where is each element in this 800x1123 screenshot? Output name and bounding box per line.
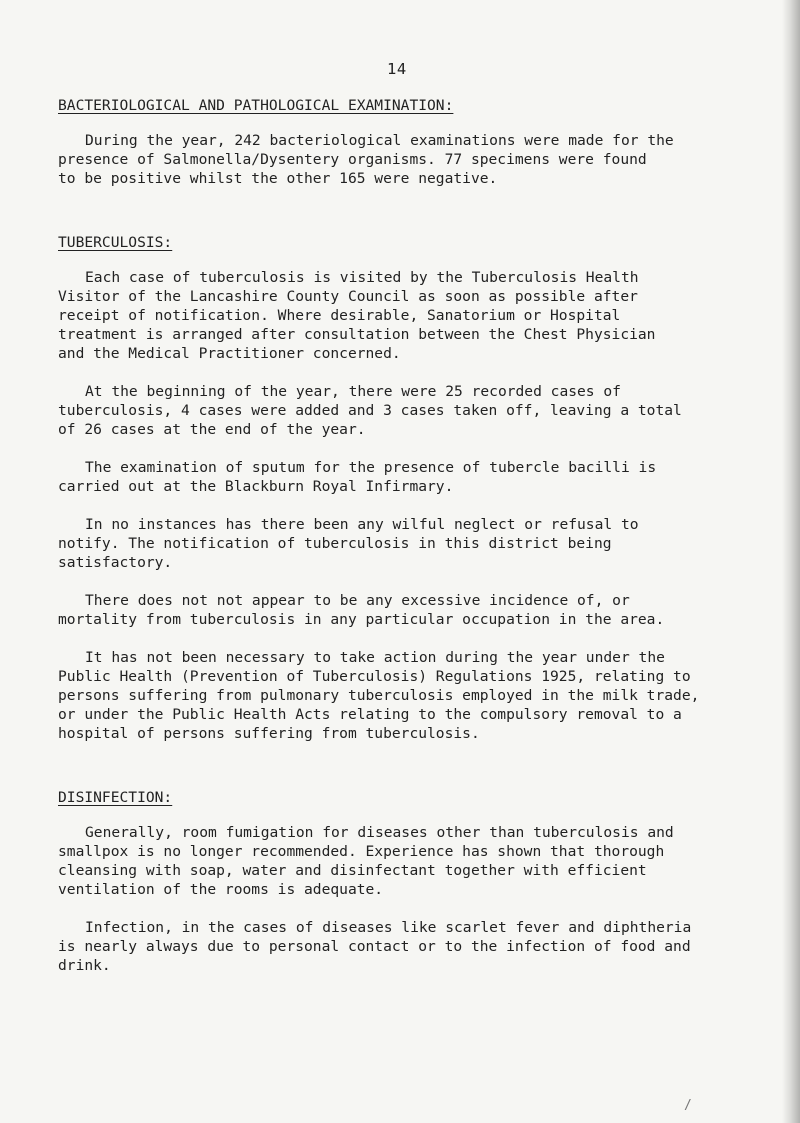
section-bacteriological [58,96,758,188]
paragraph: During the year, 242 bacteriological examinations were made for the presence of Salmonella/Dysentery organisms. 77 specimens were found to be positive whilst the other 165 were negative. [58,132,674,187]
document-body [58,96,758,975]
stray-pen-mark: / [684,1098,692,1113]
paragraph: Infection, in the cases of diseases like scarlet fever and diphtheria is nearly always due to personal contact or to the infection of food and drink. [58,919,692,974]
page-number: 14 [387,60,407,78]
paragraph: Generally, room fumigation for diseases other than tuberculosis and smallpox is no longer recommended. Experience has shown that thorough cleansing with soap, water and disinfectant together with efficient ventilation of the rooms is adequate. [58,824,674,898]
section-heading: DISINFECTION: [58,789,173,806]
paragraph: In no instances has there been any wilful neglect or refusal to notify. The notification of tuberculosis in this district being satisfactory. [58,516,639,571]
page-edge-shadow [782,0,800,1123]
section-heading: TUBERCULOSIS: [58,234,173,251]
section-disinfection [58,788,758,975]
paragraph: There does not not appear to be any excessive incidence of, or mortality from tuberculosis in any particular occupation in the area. [58,592,665,628]
section-heading: BACTERIOLOGICAL AND PATHOLOGICAL EXAMINATION: [58,97,454,114]
paragraph: It has not been necessary to take action during the year under the Public Health (Prevention of Tuberculosis) Regulations 1925, relating to persons suffering from pulmonary tuberculosis employed in the milk trade, or under the Public Health Acts relating to the compulsory removal to a hospital of persons suffering from tuberculosis. [58,649,700,742]
paragraph: Each case of tuberculosis is visited by the Tuberculosis Health Visitor of the Lancashire County Council as soon as possible after receipt of notification. Where desirable, Sanatorium or Hospital treatment is arranged after consultation between the Chest Physician and the Medical Practitioner concerned. [58,269,656,362]
paragraph: At the beginning of the year, there were 25 recorded cases of tuberculosis, 4 cases were added and 3 cases taken off, leaving a total of 26 cases at the end of the year. [58,383,682,438]
paragraph: The examination of sputum for the presence of tubercle bacilli is carried out at the Blackburn Royal Infirmary. [58,459,657,495]
section-tuberculosis [58,233,758,743]
